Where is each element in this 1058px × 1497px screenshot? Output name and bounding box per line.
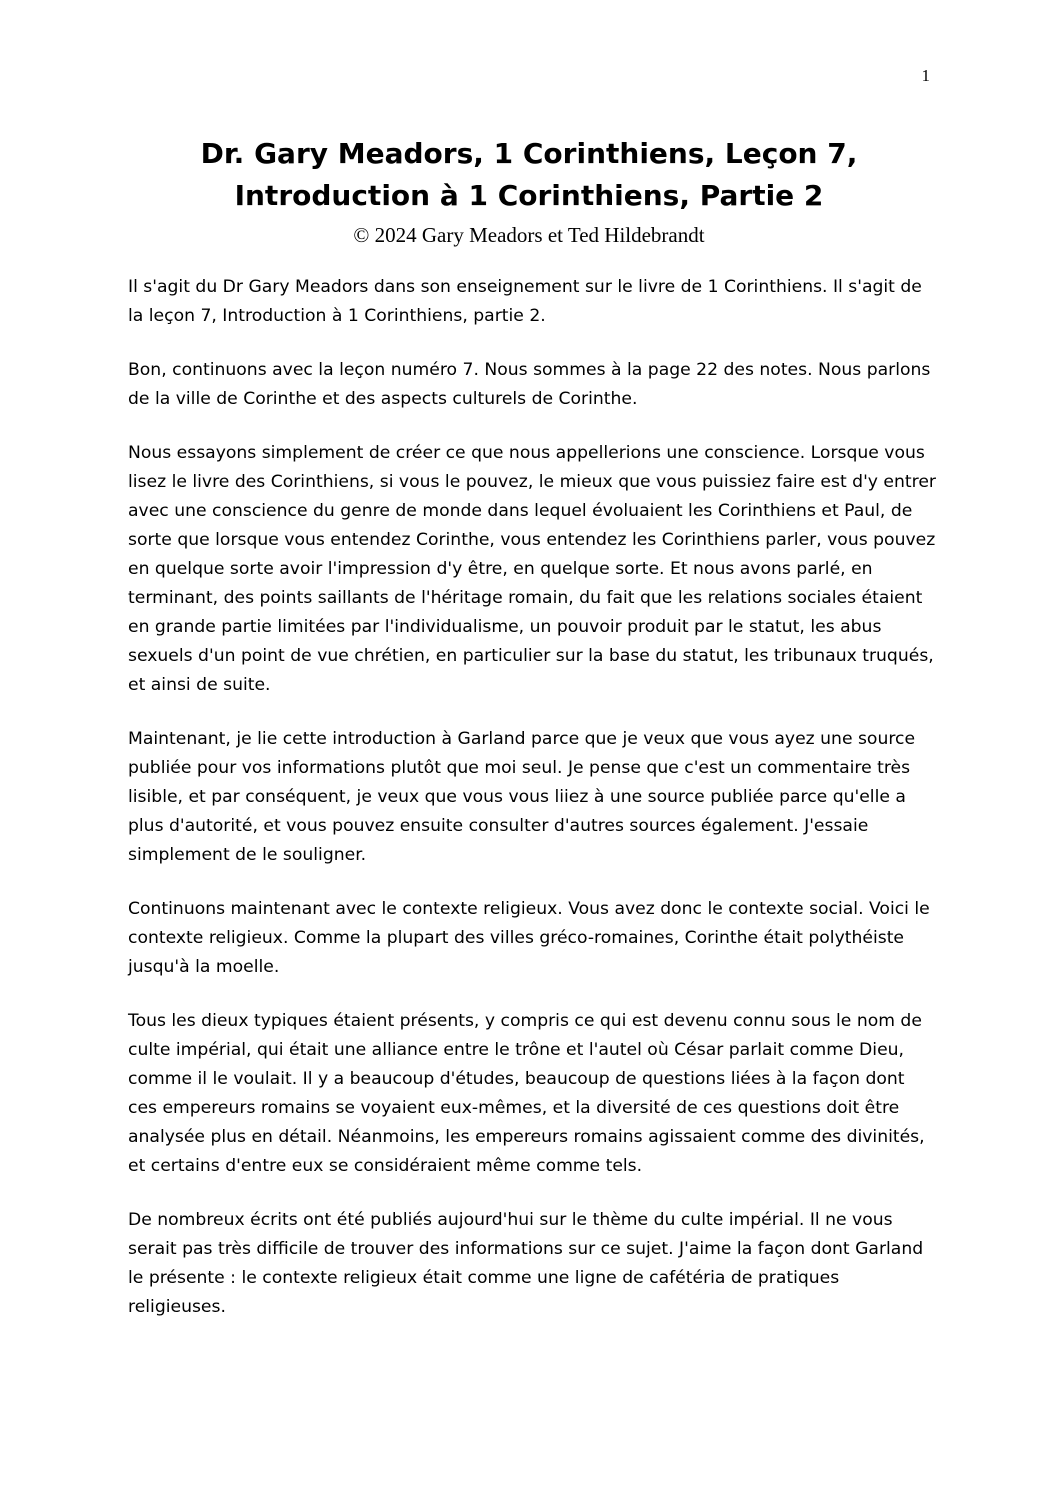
title-line-2: Introduction à 1 Corinthiens, Partie 2 <box>234 179 824 212</box>
paragraph-3: Nous essayons simplement de créer ce que nous appellerions une conscience. Lorsque vous lisez le livre des Corinthiens, si vous le pouvez, le mieux que vous puissiez faire est d'y entrer avec une conscience du genre de monde dans lequel évoluaient les Corinthiens et Paul, de sorte que lorsque vous entendez Corinthe, vous entendez les Corinthiens parler, vous pouvez en quelque sorte avoir l'impression d'y être, en quelque sorte. Et nous avons parlé, en terminant, des points saillants de l'héritage romain, du fait que les relations sociales étaient en grande partie limitées par l'individualisme, un pouvoir produit par le statut, les abus sexuels d'un point de vue chrétien, en particulier sur la base du statut, les tribunaux truqués, et ainsi de suite. <box>128 443 936 695</box>
document-body <box>128 273 938 1347</box>
paragraph-6: Tous les dieux typiques étaient présents, y compris ce qui est devenu connu sous le nom de culte impérial, qui était une alliance entre le trône et l'autel où César parlait comme Dieu, comme il le voulait. Il y a beaucoup d'études, beaucoup de questions liées à la façon dont ces empereurs romains se voyaient eux-mêmes, et la diversité de ces questions doit être analysée plus en détail. Néanmoins, les empereurs romains agissaient comme des divinités, et certains d'entre eux se considéraient même comme tels. <box>128 1011 925 1176</box>
paragraph-7: De nombreux écrits ont été publiés aujourd'hui sur le thème du culte impérial. Il ne vous serait pas très difficile de trouver des informations sur ce sujet. J'aime la façon dont Garland le présente : le contexte religieux était comme une ligne de cafétéria de pratiques religieuses. <box>128 1210 924 1317</box>
paragraph-2: Bon, continuons avec la leçon numéro 7. Nous sommes à la page 22 des notes. Nous parlons de la ville de Corinthe et des aspects culturels de Corinthe. <box>128 360 931 409</box>
copyright-line: © 2024 Gary Meadors et Ted Hildebrandt <box>353 223 705 247</box>
paragraph-4: Maintenant, je lie cette introduction à Garland parce que je veux que vous ayez une source publiée pour vos informations plutôt que moi seul. Je pense que c'est un commentaire très lisible, et par conséquent, je veux que vous vous liiez à une source publiée parce qu'elle a plus d'autorité, et vous pouvez ensuite consulter d'autres sources également. J'essaie simplement de le souligner. <box>128 729 916 865</box>
title-line-1: Dr. Gary Meadors, 1 Corinthiens, Leçon 7, <box>200 137 858 170</box>
paragraph-1: Il s'agit du Dr Gary Meadors dans son enseignement sur le livre de 1 Corinthiens. Il s'agit de la leçon 7, Introduction à 1 Corinthiens, partie 2. <box>128 277 922 326</box>
document-title <box>0 133 1058 217</box>
page-number: 1 <box>921 66 930 85</box>
paragraph-5: Continuons maintenant avec le contexte religieux. Vous avez donc le contexte social. Voici le contexte religieux. Comme la plupart des villes gréco-romaines, Corinthe était polythéiste jusqu'à la moelle. <box>128 899 930 977</box>
